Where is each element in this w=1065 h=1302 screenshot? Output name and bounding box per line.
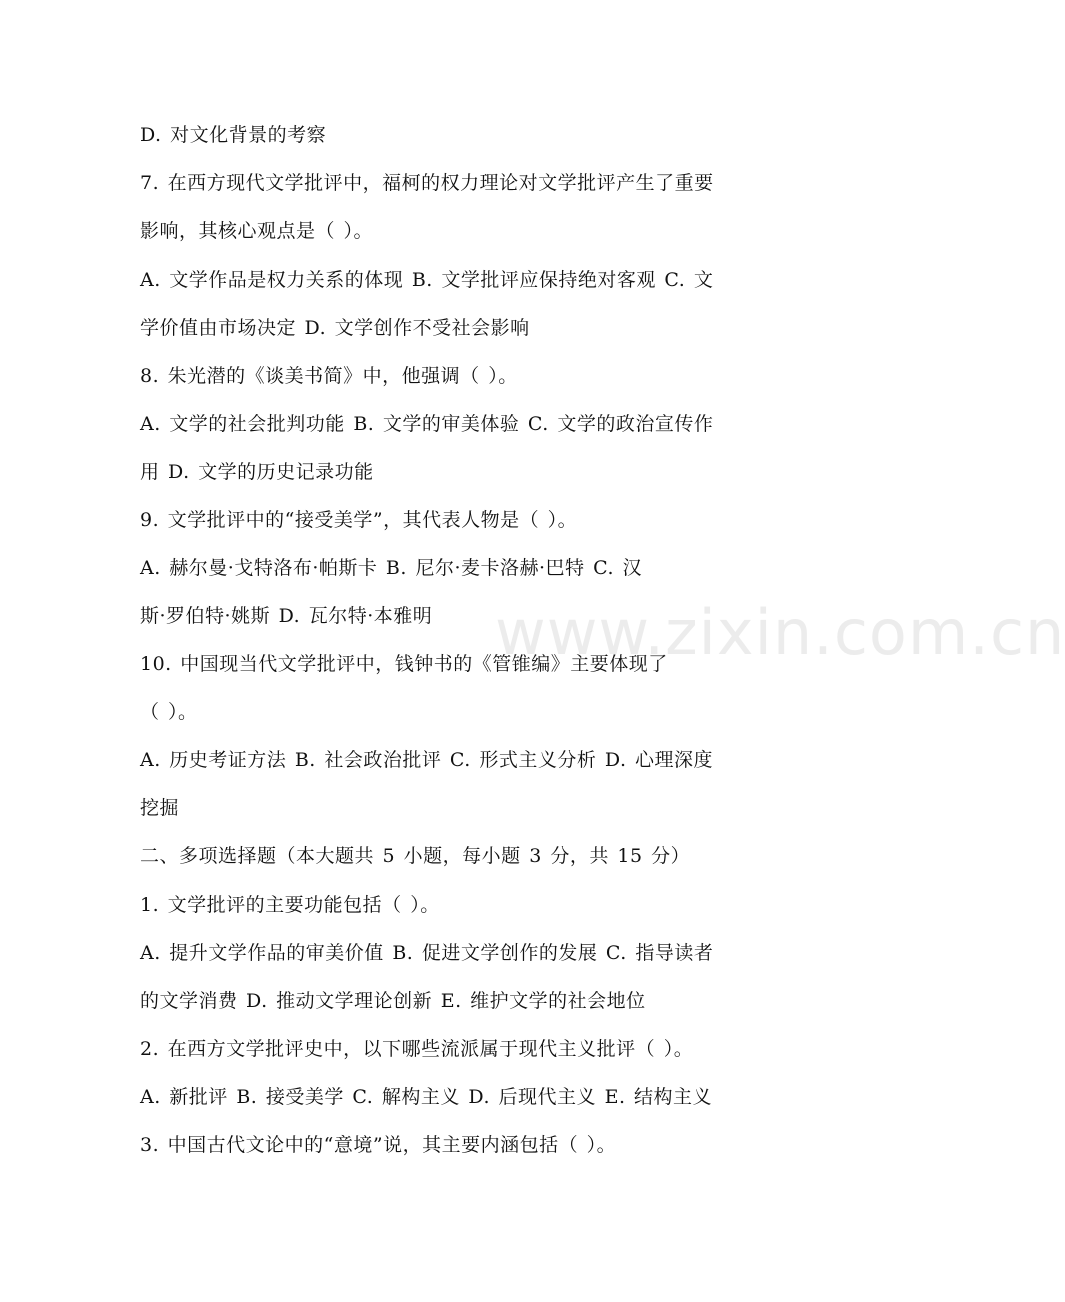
question-line: 2. 在西方文学批评史中，以下哪些流派属于现代主义批评（ ）。: [140, 1038, 694, 1060]
question-line: 影响，其核心观点是（ ）。: [140, 220, 374, 242]
option-line: 学价值由市场决定 D. 文学创作不受社会影响: [140, 317, 530, 339]
option-line: A. 新批评 B. 接受美学 C. 解构主义 D. 后现代主义 E. 结构主义: [140, 1086, 713, 1108]
question-line: 1. 文学批评的主要功能包括（ ）。: [140, 894, 440, 916]
question-line: 7. 在西方现代文学批评中，福柯的权力理论对文学批评产生了重要: [140, 172, 714, 194]
option-line: A. 赫尔曼·戈特洛布·帕斯卡 B. 尼尔·麦卡洛赫·巴特 C. 汉: [140, 557, 643, 579]
option-line: 的文学消费 D. 推动文学理论创新 E. 维护文学的社会地位: [140, 990, 646, 1012]
option-line: A. 历史考证方法 B. 社会政治批评 C. 形式主义分析 D. 心理深度: [140, 749, 714, 771]
option-line: 用 D. 文学的历史记录功能: [140, 461, 374, 483]
question-line: 8. 朱光潜的《谈美书简》中，他强调（ ）。: [140, 365, 518, 387]
option-line: A. 文学作品是权力关系的体现 B. 文学批评应保持绝对客观 C. 文: [140, 269, 714, 291]
watermark: www.zixin.com.cn: [495, 596, 1065, 669]
option-line: D. 对文化背景的考察: [140, 124, 327, 146]
question-line: 3. 中国古代文论中的“意境”说，其主要内涵包括（ ）。: [140, 1134, 617, 1156]
option-line: A. 提升文学作品的审美价值 B. 促进文学创作的发展 C. 指导读者: [140, 942, 714, 964]
question-line: 9. 文学批评中的“接受美学”，其代表人物是（ ）。: [140, 509, 578, 531]
question-line: 10. 中国现当代文学批评中，钱钟书的《管锥编》主要体现了: [140, 653, 668, 675]
question-line: （ ）。: [140, 701, 198, 723]
section-heading: 二、多项选择题（本大题共 5 小题，每小题 3 分，共 15 分）: [140, 845, 691, 867]
option-line: A. 文学的社会批判功能 B. 文学的审美体验 C. 文学的政治宣传作: [140, 413, 714, 435]
option-line: 挖掘: [140, 797, 180, 819]
option-line: 斯·罗伯特·姚斯 D. 瓦尔特·本雅明: [140, 605, 433, 627]
